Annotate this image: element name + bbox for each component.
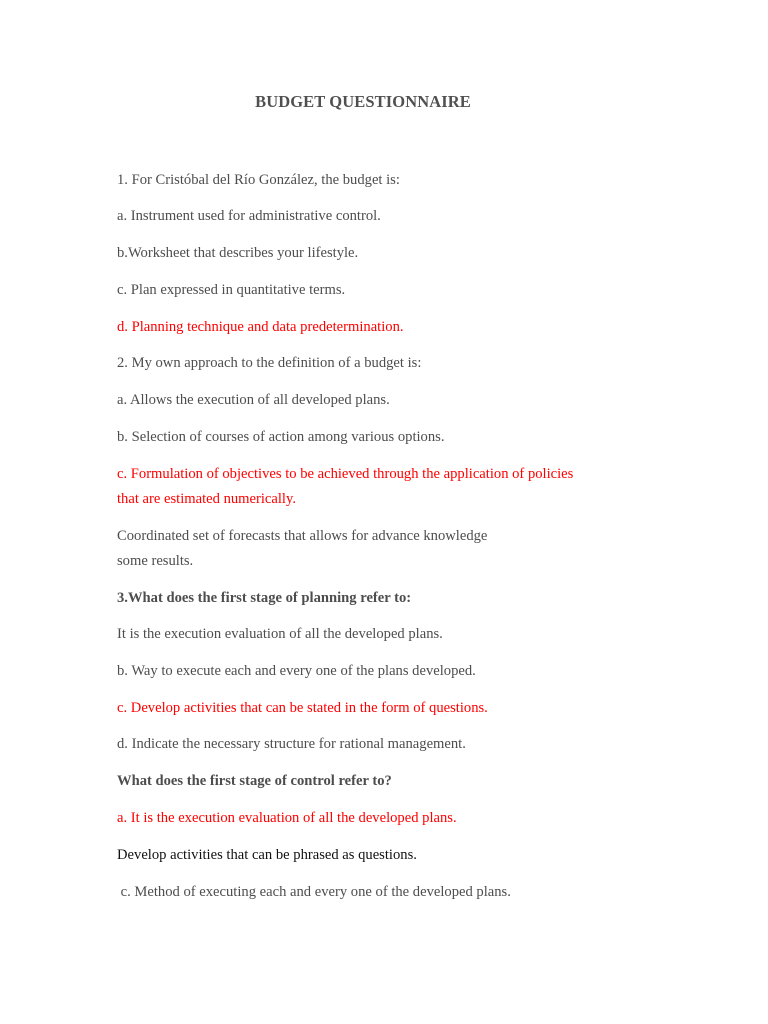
question-4: What does the first stage of control refer to? bbox=[117, 773, 392, 789]
question-2-option-c-continued: that are estimated numerically. bbox=[117, 491, 296, 507]
question-3-option-a: It is the execution evaluation of all the developed plans. bbox=[117, 626, 443, 642]
question-4-option-a-highlighted: a. It is the execution evaluation of all the developed plans. bbox=[117, 810, 457, 826]
question-2-option-b: b. Selection of courses of action among various options. bbox=[117, 429, 445, 445]
question-4-option-c: c. Method of executing each and every one of the developed plans. bbox=[117, 884, 511, 900]
question-1-option-d-highlighted: d. Planning technique and data predetermination. bbox=[117, 319, 404, 335]
question-3-option-c-highlighted: c. Develop activities that can be stated in the form of questions. bbox=[117, 700, 488, 716]
document-title: BUDGET QUESTIONNAIRE bbox=[255, 92, 471, 111]
question-2-option-d: Coordinated set of forecasts that allows for advance knowledge bbox=[117, 528, 488, 544]
question-2: 2. My own approach to the definition of a budget is: bbox=[117, 355, 422, 371]
question-4-option-b: Develop activities that can be phrased as questions. bbox=[117, 847, 417, 863]
question-2-option-d-continued: some results. bbox=[117, 553, 194, 569]
question-2-option-a: a. Allows the execution of all developed plans. bbox=[117, 392, 390, 408]
question-2-option-c-highlighted: c. Formulation of objectives to be achieved through the application of policies bbox=[117, 466, 574, 482]
question-1-option-c: c. Plan expressed in quantitative terms. bbox=[117, 282, 346, 298]
question-1-option-b: b.Worksheet that describes your lifestyle. bbox=[117, 245, 359, 261]
question-3-option-d: d. Indicate the necessary structure for rational management. bbox=[117, 736, 466, 752]
question-1-option-a: a. Instrument used for administrative control. bbox=[117, 208, 381, 224]
question-3-option-b: b. Way to execute each and every one of the plans developed. bbox=[117, 663, 476, 679]
question-3: 3.What does the first stage of planning refer to: bbox=[117, 590, 412, 606]
question-1: 1. For Cristóbal del Río González, the budget is: bbox=[117, 172, 400, 188]
